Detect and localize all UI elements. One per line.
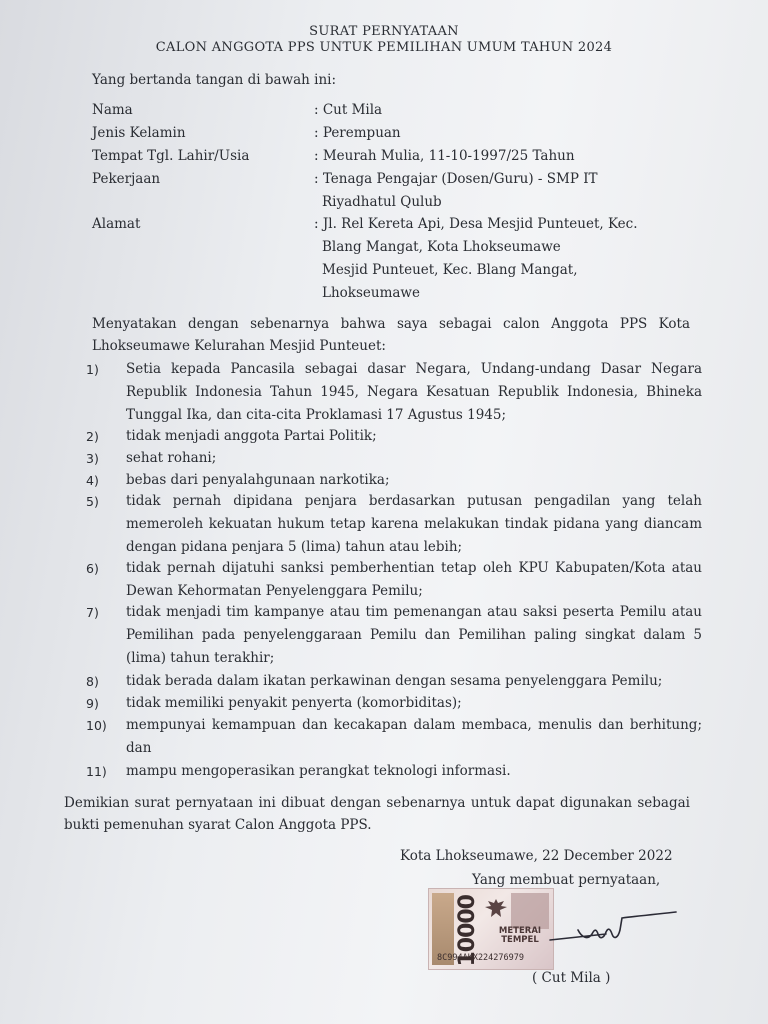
meterai-stamp (428, 888, 554, 970)
address-label: Alamat (92, 216, 141, 232)
signer-label: Yang membuat pernyataan, (472, 872, 661, 888)
birth-value: : Meurah Mulia, 11-10-1997/25 Tahun (314, 148, 575, 164)
address-continued-3: Lhokseumawe (322, 285, 420, 301)
item-number: 5) (86, 494, 99, 509)
item-number: 4) (86, 473, 99, 488)
item-number: 10) (86, 718, 107, 733)
item-number: 1) (86, 362, 99, 377)
item-number: 3) (86, 451, 99, 466)
item-number: 2) (86, 429, 99, 444)
item-text: tidak menjadi anggota Partai Politik; (126, 428, 377, 444)
statement-paragraph: Menyatakan dengan sebenarnya bahwa saya sebagai calon Anggota PPS Kota Lhokseumawe Kelurahan Mesjid Punteuet: (92, 316, 690, 354)
job-label: Pekerjaan (92, 171, 161, 187)
stamp-hologram (511, 893, 549, 929)
address-continued-1: Blang Mangat, Kota Lhokseumawe (322, 239, 561, 255)
item-text: sehat rohani; (126, 450, 217, 466)
birth-label: Tempat Tgl. Lahir/Usia (92, 148, 250, 164)
item-number: 11) (86, 764, 107, 779)
item-text: tidak pernah dijatuhi sanksi pemberhentian tetap oleh KPU Kabupaten/Kota atau Dewan Kehormatan Penyelenggara Pemilu; (126, 560, 702, 599)
stamp-value: 10000 (455, 895, 480, 967)
item-number: 7) (86, 605, 99, 620)
item-text: bebas dari penyalahgunaan narkotika; (126, 472, 390, 488)
item-text: tidak berada dalam ikatan perkawinan dengan sesama penyelenggara Pemilu; (126, 673, 663, 689)
item-text: mampu mengoperasikan perangkat teknologi informasi. (126, 763, 511, 779)
document-title: SURAT PERNYATAAN (309, 24, 459, 39)
intro-text: Yang bertanda tangan di bawah ini: (92, 72, 337, 88)
item-text: tidak menjadi tim kampanye atau tim pemenangan atau saksi peserta Pemilu atau Pemilihan pada penyelenggaraan Pemilu dan Pemilihan paling singkat dalam 5 (lima) tahun terakhir; (126, 604, 702, 666)
handwritten-signature (548, 904, 680, 950)
item-text: tidak pernah dipidana penjara berdasarkan putusan pengadilan yang telah memeroleh kekuatan hukum tetap karena melakukan tindak pidana yang diancam dengan pidana penjara 5 (lima) tahun atau lebih; (126, 493, 702, 555)
gender-value: : Perempuan (314, 125, 401, 141)
stamp-label: METERAI TEMPEL (498, 926, 542, 945)
item-number: 6) (86, 561, 99, 576)
signer-name: ( Cut Mila ) (532, 970, 611, 986)
name-value: : Cut Mila (314, 102, 383, 118)
closing-paragraph: Demikian surat pernyataan ini dibuat dengan sebenarnya untuk dapat digunakan sebagai bukti pemenuhan syarat Calon Anggota PPS. (64, 795, 690, 833)
name-label: Nama (92, 102, 133, 118)
item-number: 8) (86, 674, 99, 689)
address-value: : Jl. Rel Kereta Api, Desa Mesjid Punteuet, Kec. (314, 216, 638, 232)
job-value-continued: Riyadhatul Qulub (322, 194, 442, 210)
item-text: tidak memiliki penyakit penyerta (komorbiditas); (126, 695, 462, 711)
gender-label: Jenis Kelamin (92, 125, 186, 141)
item-text: mempunyai kemampuan dan kecakapan dalam membaca, menulis dan berhitung; dan (126, 717, 702, 756)
address-continued-2: Mesjid Punteuet, Kec. Blang Mangat, (322, 262, 578, 278)
job-value: : Tenaga Pengajar (Dosen/Guru) - SMP IT (314, 171, 598, 187)
item-text: Setia kepada Pancasila sebagai dasar Negara, Undang-undang Dasar Negara Republik Indonesia Tahun 1945, Negara Kesatuan Republik Indonesia, Bhineka Tunggal Ika, dan cita-cita Proklamasi 17 Agustus 1945; (126, 361, 702, 423)
place-date: Kota Lhokseumawe, 22 December 2022 (400, 848, 673, 864)
stamp-serial: 8C994AKX224276979 (437, 953, 524, 963)
garuda-icon (483, 897, 509, 921)
document-subtitle: CALON ANGGOTA PPS UNTUK PEMILIHAN UMUM TAHUN 2024 (155, 40, 613, 55)
item-number: 9) (86, 696, 99, 711)
